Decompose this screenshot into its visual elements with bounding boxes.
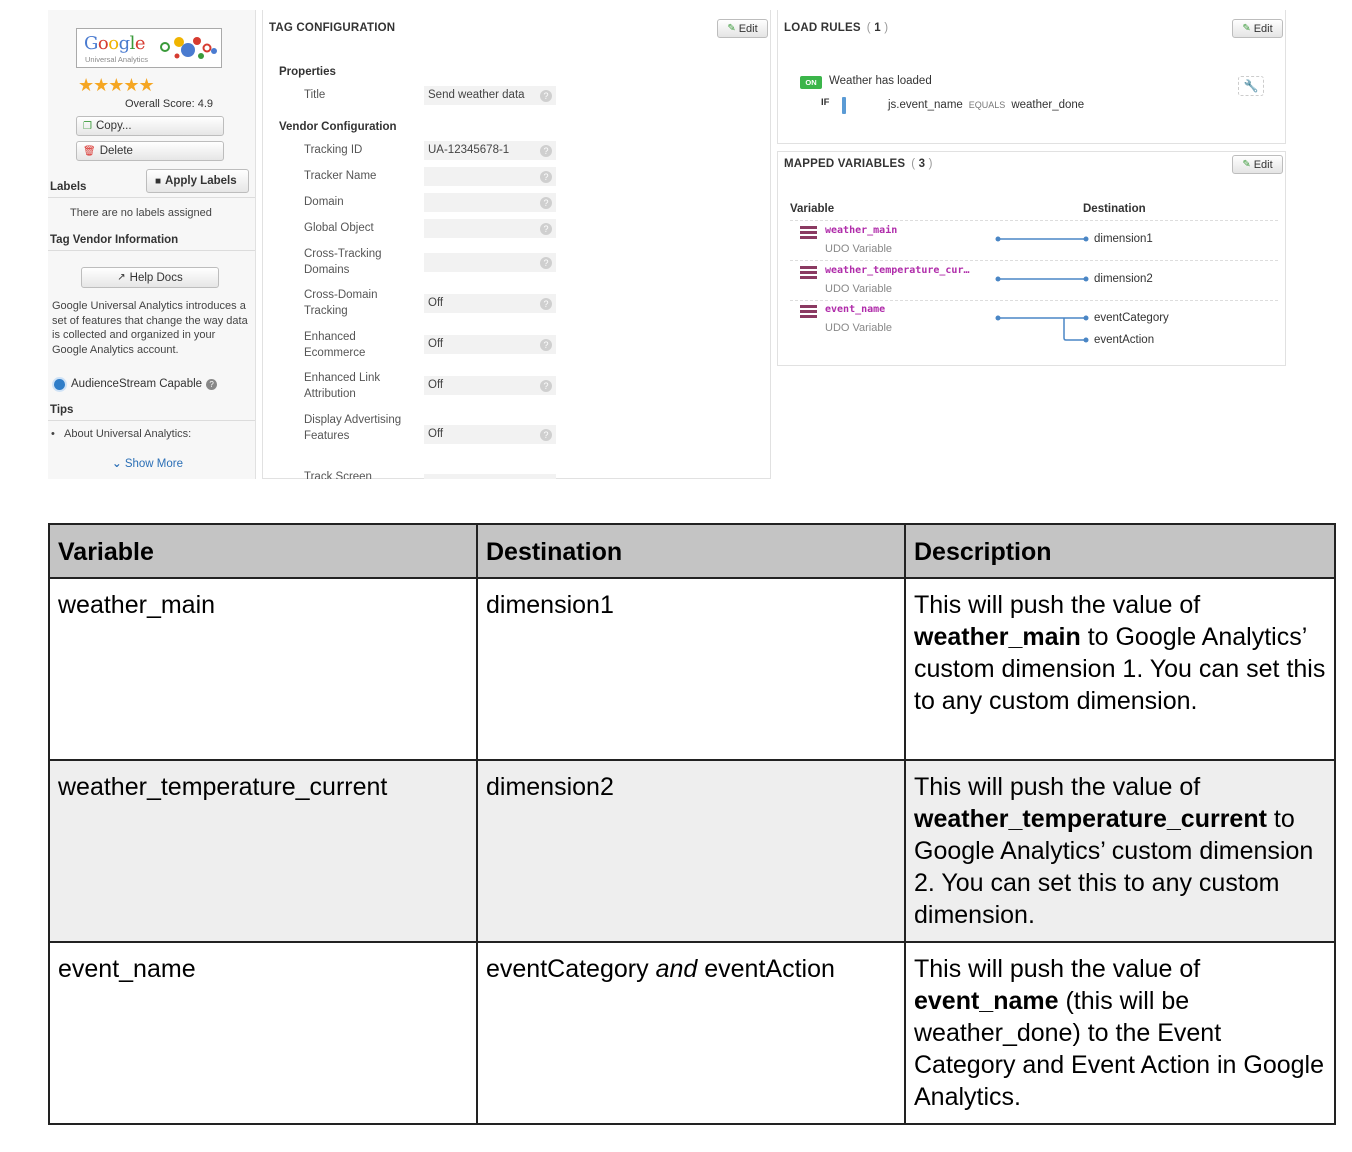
drag-handle-icon[interactable]: [800, 226, 817, 239]
column-header: Variable: [49, 524, 477, 578]
drag-handle-icon[interactable]: [800, 305, 817, 318]
column-header: Description: [905, 524, 1335, 578]
copy-button[interactable]: ❐ Copy...: [76, 116, 224, 136]
variable-name: event_name: [825, 304, 886, 315]
table-row: [49, 942, 1335, 1124]
vendor-info-heading: Tag Vendor Information: [50, 234, 179, 246]
vendor-logo: [76, 28, 222, 68]
table-row: [49, 760, 1335, 942]
column-header: Destination: [477, 524, 905, 578]
help-icon[interactable]: ?: [540, 223, 552, 235]
panel-title: TAG CONFIGURATION: [269, 22, 396, 34]
tag-configuration-panel: [262, 10, 771, 479]
table-row: [49, 578, 1335, 760]
panel-title: LOAD RULES ( 1 ): [784, 22, 889, 34]
show-more-link[interactable]: ⌄ Show More: [112, 458, 184, 470]
cross-tracking-domains-field: [424, 253, 556, 272]
config-label: Cross-Domain Tracking: [304, 289, 378, 317]
tracker-name-field: [424, 167, 556, 186]
mapping-connector: [994, 273, 1090, 285]
mapping-connector: [994, 233, 1090, 245]
analytics-dots-icon: [157, 34, 219, 64]
divider: [48, 420, 255, 421]
config-label: Domain: [304, 196, 344, 208]
external-link-icon: ↗: [117, 272, 126, 283]
panel-title: MAPPED VARIABLES ( 3 ): [784, 158, 933, 170]
destination-name: eventAction: [1094, 334, 1155, 346]
mapping-table: [48, 523, 1336, 1125]
help-icon[interactable]: ?: [540, 298, 552, 310]
logo-subtitle: Universal Analytics: [85, 55, 148, 64]
properties-heading: Properties: [279, 66, 336, 78]
enhanced-ecommerce-field: Off: [424, 335, 556, 354]
labels-heading: Labels: [50, 181, 87, 193]
help-icon[interactable]: ?: [540, 171, 552, 183]
help-icon[interactable]: ?: [540, 257, 552, 269]
enhanced-link-attribution-field: Off: [424, 376, 556, 395]
edit-icon: ✎: [1242, 159, 1251, 170]
destination-name: dimension1: [1094, 233, 1153, 245]
copy-icon: ❐: [83, 120, 92, 132]
config-label: Display Advertising Features: [304, 414, 402, 442]
help-icon[interactable]: ?: [540, 380, 552, 392]
if-label: IF: [821, 97, 830, 108]
tag-sidebar: [48, 10, 256, 479]
rule-condition: js.event_name EQUALS weather_done: [888, 99, 1085, 111]
edit-icon: ✎: [727, 23, 736, 34]
table-cell: dimension2: [477, 760, 905, 942]
help-icon[interactable]: ?: [540, 145, 552, 157]
divider: [790, 260, 1278, 261]
track-screen-field: [424, 474, 556, 479]
table-cell: dimension1: [477, 578, 905, 760]
overall-score: Overall Score: 4.9: [125, 98, 214, 110]
help-icon[interactable]: ?: [540, 90, 552, 102]
variable-column-header: Variable: [790, 203, 835, 215]
vendor-config-heading: Vendor Configuration: [279, 121, 397, 133]
apply-labels-button[interactable]: ■ Apply Labels: [146, 169, 249, 193]
display-advertising-field: Off: [424, 425, 556, 444]
drag-handle-icon[interactable]: [800, 266, 817, 279]
config-label: Track Screen: [304, 471, 372, 479]
table-cell: event_name: [49, 942, 477, 1124]
variable-type: UDO Variable: [825, 322, 893, 334]
config-label: Enhanced Link Attribution: [304, 372, 381, 400]
table-cell: weather_temperature_current: [49, 760, 477, 942]
table-cell: eventCategory and eventAction: [477, 942, 905, 1124]
trash-icon: 🗑: [83, 145, 96, 157]
config-label: Enhanced Ecommerce: [304, 331, 366, 359]
load-rules-panel: [777, 10, 1286, 144]
divider: [48, 250, 255, 251]
tip-item: • About Universal Analytics:: [51, 428, 192, 440]
help-icon[interactable]: ?: [540, 197, 552, 209]
table-cell: This will push the value of event_name (this will be weather_done) to the Event Category and Event Action in Google Analytics.: [905, 942, 1335, 1124]
wrench-icon[interactable]: 🔧: [1238, 76, 1264, 96]
cross-domain-tracking-field: Off: [424, 294, 556, 313]
help-docs-button[interactable]: ↗ Help Docs: [81, 267, 219, 288]
table-cell: This will push the value of weather_temperature_current to Google Analytics’ custom dimension 2. You can set this to any custom dimension.: [905, 760, 1335, 942]
variable-type: UDO Variable: [825, 243, 893, 255]
config-label: Tracker Name: [304, 170, 377, 182]
divider: [790, 220, 1278, 221]
tracking-id-field: UA-12345678-1: [424, 141, 556, 160]
table-header-row: [49, 524, 1335, 578]
tealium-tag-screen: [48, 10, 1288, 479]
mapped-variables-panel: [777, 151, 1286, 366]
help-icon[interactable]: ?: [540, 339, 552, 351]
domain-field: [424, 193, 556, 212]
chevron-down-icon: ⌄: [112, 458, 122, 470]
destination-name: eventCategory: [1094, 312, 1169, 324]
condition-bar: [842, 97, 846, 114]
mapping-connector: [994, 312, 1090, 348]
variable-name: weather_main: [825, 225, 898, 236]
global-object-field: [424, 219, 556, 238]
config-label: Global Object: [304, 222, 374, 234]
no-labels-text: There are no labels assigned: [70, 207, 212, 219]
audience-stream-badge: AudienceStream Capable ?: [54, 378, 217, 390]
edit-button[interactable]: ✎ Edit: [717, 19, 768, 38]
rule-name: Weather has loaded: [829, 75, 932, 87]
help-icon[interactable]: ?: [540, 429, 552, 441]
gear-icon: [54, 379, 65, 390]
logo-wordmark: Google: [84, 33, 146, 54]
config-label: Tracking ID: [304, 144, 363, 156]
help-icon[interactable]: ?: [206, 379, 217, 390]
rating-stars: ★★★★★: [78, 75, 154, 95]
config-label: Cross-Tracking Domains: [304, 248, 382, 276]
divider: [790, 300, 1278, 301]
variable-type: UDO Variable: [825, 283, 893, 295]
status-badge[interactable]: ON: [800, 76, 822, 89]
title-field: Send weather data: [424, 86, 556, 105]
table-cell: weather_main: [49, 578, 477, 760]
vendor-description: Google Universal Analytics introduces a set of features that change the way data is collected and organized in your Google Analytics account.: [52, 300, 248, 356]
divider: [48, 197, 255, 198]
edit-icon: ✎: [1242, 23, 1251, 34]
delete-button[interactable]: 🗑 Delete: [76, 141, 224, 161]
folder-icon: ■: [155, 175, 162, 187]
table-cell: This will push the value of weather_main to Google Analytics’ custom dimension 1. You can set this to any custom dimension.: [905, 578, 1335, 760]
variable-name: weather_temperature_cur…: [825, 265, 970, 276]
destination-column-header: Destination: [1083, 203, 1146, 215]
edit-button[interactable]: ✎ Edit: [1232, 19, 1283, 38]
config-label: Title: [304, 89, 326, 101]
tips-heading: Tips: [50, 404, 74, 416]
edit-button[interactable]: ✎ Edit: [1232, 155, 1283, 174]
destination-name: dimension2: [1094, 273, 1153, 285]
